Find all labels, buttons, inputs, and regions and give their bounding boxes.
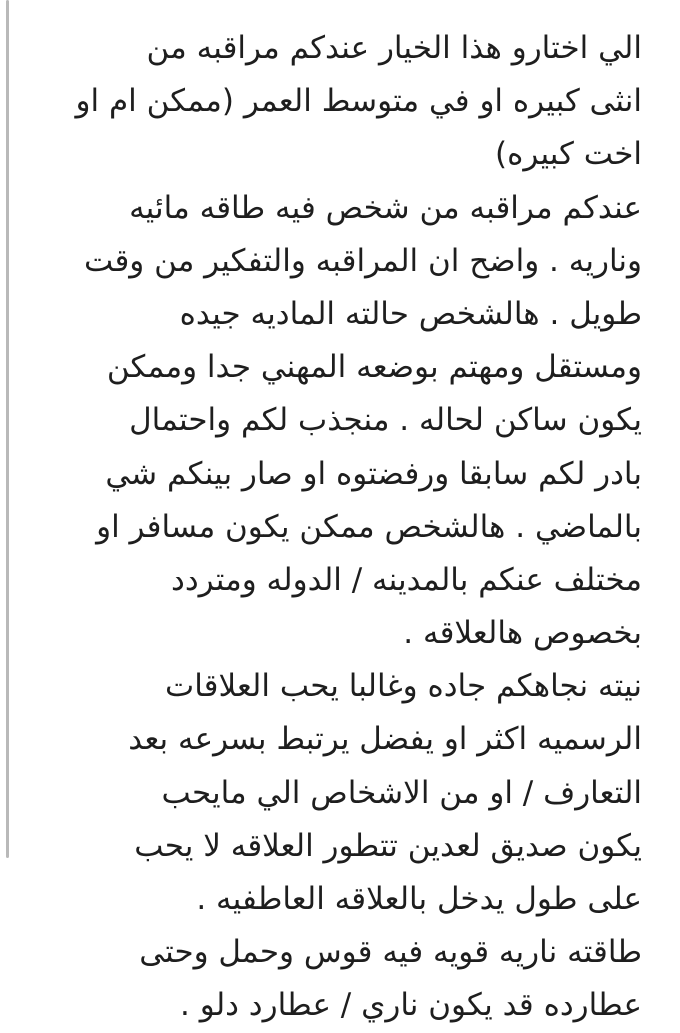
text-line: وناريه . واضح ان المراقبه والتفكير من وقت [84, 242, 642, 279]
scroll-indicator[interactable] [6, 0, 9, 858]
text-line: يكون صديق لعدين تتطور العلاقه لا يحب [134, 827, 642, 864]
text-line: مختلف عنكم بالمدينه / الدوله ومتردد [171, 561, 642, 598]
text-line: نيته نجاهكم جاده وغالبا يحب العلاقات [165, 668, 642, 705]
post-text-body [30, 22, 642, 1033]
text-line: عندكم مراقبه من شخص فيه طاقه مائيه [129, 189, 642, 226]
text-line: انثى كبيره او في متوسط العمر (ممكن ام او [75, 83, 642, 120]
text-line: الرسميه اكثر او يفضل يرتبط بسرعه بعد [128, 721, 642, 758]
text-line: يكون ساكن لحاله . منجذب لكم واحتمال [129, 402, 642, 439]
text-line: الي اختارو هذا الخيار عندكم مراقبه من [146, 30, 642, 66]
text-line: طاقته ناريه قويه فيه قوس وحمل وحتى [139, 934, 642, 971]
text-line: بادر لكم سابقا ورفضتوه او صار بينكم شي [105, 455, 642, 492]
text-line: بالماضي . هالشخص ممكن يكون مسافر او [96, 508, 642, 545]
text-line: على طول يدخل بالعلاقه العاطفيه . [196, 881, 642, 917]
text-line: بخصوص هالعلاقه . [403, 615, 642, 652]
text-line: ومستقل ومهتم بوضعه المهني جدا وممكن [106, 349, 642, 386]
text-line: اخت كبيره) [495, 136, 642, 173]
text-line: التعارف / او من الاشخاص الي مايحب [161, 774, 642, 811]
text-line: طويل . هالشخص حالته الماديه جيده [179, 295, 642, 332]
text-line: عطارده قد يكون ناري / عطارد دلو . [179, 987, 642, 1024]
